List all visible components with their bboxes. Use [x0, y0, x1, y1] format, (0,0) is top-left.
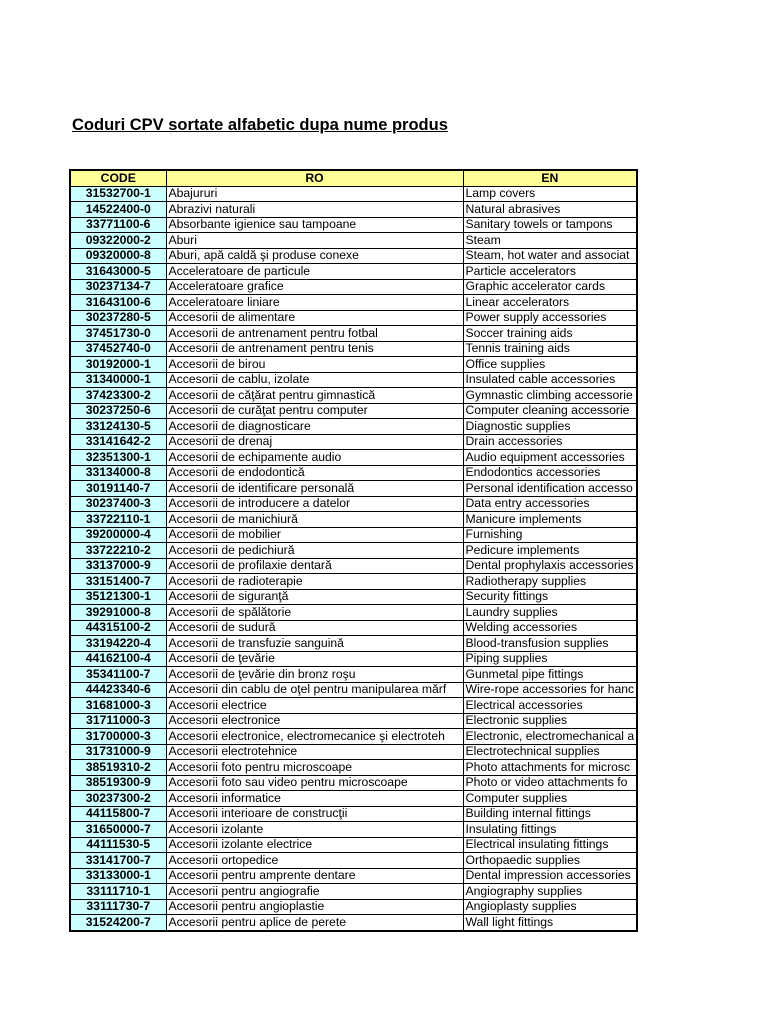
- table-row: [70, 837, 637, 853]
- english-name-text: Tennis training aids: [465, 341, 570, 356]
- english-name-cell: [463, 450, 637, 466]
- cpv-code-cell: 39291000-8: [70, 605, 166, 621]
- cpv-code-cell: 33134000-8: [70, 465, 166, 481]
- english-name-text: Building internal fittings: [465, 806, 591, 821]
- romanian-name-cell: Abrazivi naturali: [166, 202, 463, 218]
- romanian-name-cell: Accesorii de spălătorie: [166, 605, 463, 621]
- table-row: [70, 744, 637, 760]
- english-name-cell: [463, 295, 637, 311]
- cpv-code-cell: 30191140-7: [70, 481, 166, 497]
- table-row: [70, 279, 637, 295]
- english-name-text: Orthopaedic supplies: [465, 852, 580, 867]
- cpv-code-cell: 31532700-1: [70, 186, 166, 202]
- cpv-code-cell: 30237400-3: [70, 496, 166, 512]
- cpv-code-cell: 38519310-2: [70, 760, 166, 776]
- english-name-cell: [463, 899, 637, 915]
- english-name-text: Particle accelerators: [465, 263, 576, 278]
- english-name-text: Steam: [465, 232, 501, 247]
- english-name-text: Piping supplies: [465, 651, 548, 666]
- table-row: [70, 682, 637, 698]
- cpv-code-cell: 33124130-5: [70, 419, 166, 435]
- english-name-text: Dental impression accessories: [465, 868, 631, 883]
- cpv-code-cell: 31643100-6: [70, 295, 166, 311]
- romanian-name-cell: Acceleratoare de particule: [166, 264, 463, 280]
- english-name-text: Insulated cable accessories: [465, 372, 616, 387]
- english-name-cell: [463, 729, 637, 745]
- romanian-name-cell: Accesorii de antrenament pentru tenis: [166, 341, 463, 357]
- romanian-name-cell: Accesorii informatice: [166, 791, 463, 807]
- english-name-cell: [463, 791, 637, 807]
- english-name-text: Graphic accelerator cards: [465, 279, 606, 294]
- cpv-code-cell: 44111530-5: [70, 837, 166, 853]
- romanian-name-cell: Accesorii izolante: [166, 822, 463, 838]
- table-row: [70, 248, 637, 264]
- cpv-code-cell: 30237280-5: [70, 310, 166, 326]
- english-name-text: Audio equipment accessories: [465, 449, 625, 464]
- romanian-name-cell: Accesorii pentru angiografie: [166, 884, 463, 900]
- english-name-cell: [463, 388, 637, 404]
- cpv-code-cell: 31700000-3: [70, 729, 166, 745]
- romanian-name-cell: Accesorii de pedichiură: [166, 543, 463, 559]
- cpv-code-cell: 31340000-1: [70, 372, 166, 388]
- romanian-name-cell: Accesorii de ţevărie din bronz roşu: [166, 667, 463, 683]
- romanian-name-cell: Accesorii din cablu de oţel pentru manipularea mărf: [166, 682, 463, 698]
- english-name-cell: [463, 202, 637, 218]
- english-name-cell: [463, 651, 637, 667]
- table-row: [70, 543, 637, 559]
- cpv-code-cell: 33111730-7: [70, 899, 166, 915]
- cpv-code-cell: 37452740-0: [70, 341, 166, 357]
- cpv-code-cell: 33111710-1: [70, 884, 166, 900]
- cpv-code-cell: 33137000-9: [70, 558, 166, 574]
- table-row: [70, 481, 637, 497]
- table-row: [70, 295, 637, 311]
- table-row: [70, 822, 637, 838]
- cpv-code-cell: 33141642-2: [70, 434, 166, 450]
- table-row: [70, 326, 637, 342]
- english-name-text: Power supply accessories: [465, 310, 607, 325]
- table-row: [70, 217, 637, 233]
- english-name-text: Lamp covers: [465, 186, 536, 201]
- english-name-text: Security fittings: [465, 589, 549, 604]
- english-name-text: Electronic, electromechanical a: [465, 728, 635, 743]
- en-column-header: EN: [463, 170, 637, 186]
- table-row: [70, 233, 637, 249]
- cpv-code-cell: 09320000-8: [70, 248, 166, 264]
- english-name-cell: [463, 264, 637, 280]
- table-row: [70, 806, 637, 822]
- cpv-code-cell: 33722110-1: [70, 512, 166, 528]
- english-name-text: Wire-rope accessories for hanc: [465, 682, 635, 697]
- cpv-code-cell: 31711000-3: [70, 713, 166, 729]
- table-row: [70, 713, 637, 729]
- english-name-text: Electrical accessories: [465, 697, 583, 712]
- cpv-code-cell: 31731000-9: [70, 744, 166, 760]
- cpv-code-cell: 33771100-6: [70, 217, 166, 233]
- table-row: [70, 791, 637, 807]
- romanian-name-cell: Accesorii de siguranţă: [166, 589, 463, 605]
- romanian-name-cell: Accesorii de transfuzie sanguină: [166, 636, 463, 652]
- romanian-name-cell: Accesorii de radioterapie: [166, 574, 463, 590]
- english-name-text: Manicure implements: [465, 511, 582, 526]
- table-row: [70, 372, 637, 388]
- romanian-name-cell: Accesorii pentru amprente dentare: [166, 868, 463, 884]
- romanian-name-cell: Accesorii pentru angioplastie: [166, 899, 463, 915]
- romanian-name-cell: Accesorii de echipamente audio: [166, 450, 463, 466]
- table-row: [70, 264, 637, 280]
- english-name-text: Office supplies: [465, 356, 546, 371]
- english-name-cell: [463, 605, 637, 621]
- english-name-cell: [463, 868, 637, 884]
- english-name-text: Natural abrasives: [465, 201, 561, 216]
- romanian-name-cell: Abajururi: [166, 186, 463, 202]
- english-name-cell: [463, 682, 637, 698]
- english-name-text: Angioplasty supplies: [465, 899, 577, 914]
- english-name-cell: [463, 884, 637, 900]
- table-row: [70, 899, 637, 915]
- english-name-text: Linear accelerators: [465, 294, 570, 309]
- table-row: [70, 729, 637, 745]
- english-name-cell: [463, 186, 637, 202]
- ro-column-header: RO: [166, 170, 463, 186]
- english-name-cell: [463, 744, 637, 760]
- romanian-name-cell: Accesorii de cablu, izolate: [166, 372, 463, 388]
- english-name-cell: [463, 636, 637, 652]
- romanian-name-cell: Accesorii electrice: [166, 698, 463, 714]
- table-row: [70, 868, 637, 884]
- english-name-text: Welding accessories: [465, 620, 578, 635]
- table-row: [70, 202, 637, 218]
- english-name-text: Personal identification accesso: [465, 480, 633, 495]
- romanian-name-cell: Accesorii de endodontică: [166, 465, 463, 481]
- romanian-name-cell: Accesorii de ţevărie: [166, 651, 463, 667]
- romanian-name-cell: Accesorii de identificare personală: [166, 481, 463, 497]
- romanian-name-cell: Accesorii electrotehnice: [166, 744, 463, 760]
- romanian-name-cell: Absorbante igienice sau tampoane: [166, 217, 463, 233]
- cpv-code-cell: 44423340-6: [70, 682, 166, 698]
- cpv-code-cell: 30192000-1: [70, 357, 166, 373]
- table-row: [70, 341, 637, 357]
- romanian-name-cell: Aburi: [166, 233, 463, 249]
- english-name-cell: [463, 434, 637, 450]
- english-name-cell: [463, 217, 637, 233]
- romanian-name-cell: Accesorii de profilaxie dentară: [166, 558, 463, 574]
- cpv-code-cell: 14522400-0: [70, 202, 166, 218]
- english-name-text: Angiography supplies: [465, 883, 583, 898]
- romanian-name-cell: Accesorii electronice: [166, 713, 463, 729]
- code-column-header: CODE: [70, 170, 166, 186]
- cpv-code-cell: 33133000-1: [70, 868, 166, 884]
- cpv-code-cell: 37451730-0: [70, 326, 166, 342]
- romanian-name-cell: Accesorii de alimentare: [166, 310, 463, 326]
- english-name-cell: [463, 698, 637, 714]
- english-name-text: Soccer training aids: [465, 325, 573, 340]
- cpv-code-cell: 33141700-7: [70, 853, 166, 869]
- english-name-text: Computer cleaning accessorie: [465, 403, 630, 418]
- cpv-code-cell: 44315100-2: [70, 620, 166, 636]
- english-name-cell: [463, 527, 637, 543]
- table-row: [70, 853, 637, 869]
- cpv-code-cell: 44162100-4: [70, 651, 166, 667]
- english-name-cell: [463, 233, 637, 249]
- english-name-cell: [463, 248, 637, 264]
- cpv-code-cell: 32351300-1: [70, 450, 166, 466]
- english-name-cell: [463, 465, 637, 481]
- english-name-cell: [463, 403, 637, 419]
- english-name-cell: [463, 853, 637, 869]
- romanian-name-cell: Accesorii izolante electrice: [166, 837, 463, 853]
- table-row: [70, 434, 637, 450]
- english-name-cell: [463, 915, 637, 931]
- english-name-text: Pedicure implements: [465, 542, 580, 557]
- english-name-cell: [463, 543, 637, 559]
- english-name-text: Gymnastic climbing accessorie: [465, 387, 633, 402]
- table-row: [70, 419, 637, 435]
- english-name-text: Photo attachments for microsc: [465, 759, 631, 774]
- english-name-cell: [463, 620, 637, 636]
- cpv-code-cell: 35121300-1: [70, 589, 166, 605]
- table-row: [70, 574, 637, 590]
- english-name-cell: [463, 713, 637, 729]
- english-name-text: Endodontics accessories: [465, 465, 601, 480]
- romanian-name-cell: Accesorii pentru aplice de perete: [166, 915, 463, 931]
- romanian-name-cell: Aburi, apă caldă şi produse conexe: [166, 248, 463, 264]
- table-row: [70, 310, 637, 326]
- romanian-name-cell: Accesorii interioare de construcţii: [166, 806, 463, 822]
- english-name-cell: [463, 837, 637, 853]
- table-row: [70, 775, 637, 791]
- romanian-name-cell: Accesorii de manichiură: [166, 512, 463, 528]
- romanian-name-cell: Accesorii de antrenament pentru fotbal: [166, 326, 463, 342]
- table-row: [70, 884, 637, 900]
- english-name-text: Electrotechnical supplies: [465, 744, 600, 759]
- table-row: [70, 667, 637, 683]
- english-name-cell: [463, 326, 637, 342]
- romanian-name-cell: Accesorii ortopedice: [166, 853, 463, 869]
- cpv-code-cell: 44115800-7: [70, 806, 166, 822]
- table-row: [70, 527, 637, 543]
- table-row: [70, 620, 637, 636]
- english-name-cell: [463, 589, 637, 605]
- table-row: [70, 403, 637, 419]
- table-row: [70, 589, 637, 605]
- english-name-text: Insulating fittings: [465, 821, 557, 836]
- cpv-code-cell: 31643000-5: [70, 264, 166, 280]
- english-name-text: Gunmetal pipe fittings: [465, 666, 584, 681]
- table-row: [70, 186, 637, 202]
- cpv-code-cell: 09322000-2: [70, 233, 166, 249]
- english-name-text: Sanitary towels or tampons: [465, 217, 613, 232]
- cpv-codes-table: [69, 169, 638, 932]
- table-header-row: [70, 170, 637, 186]
- cpv-code-cell: 30237300-2: [70, 791, 166, 807]
- english-name-cell: [463, 341, 637, 357]
- romanian-name-cell: Accesorii foto sau video pentru microscoape: [166, 775, 463, 791]
- table-row: [70, 450, 637, 466]
- table-row: [70, 465, 637, 481]
- table-row: [70, 651, 637, 667]
- english-name-text: Diagnostic supplies: [465, 418, 571, 433]
- romanian-name-cell: Acceleratoare grafice: [166, 279, 463, 295]
- romanian-name-cell: Accesorii de mobilier: [166, 527, 463, 543]
- romanian-name-cell: Accesorii foto pentru microscoape: [166, 760, 463, 776]
- cpv-code-cell: 31650000-7: [70, 822, 166, 838]
- english-name-text: Wall light fittings: [465, 914, 554, 929]
- romanian-name-cell: Accesorii de sudură: [166, 620, 463, 636]
- cpv-code-cell: 39200000-4: [70, 527, 166, 543]
- cpv-code-cell: 33722210-2: [70, 543, 166, 559]
- english-name-text: Furnishing: [465, 527, 523, 542]
- table-row: [70, 558, 637, 574]
- table-row: [70, 512, 637, 528]
- english-name-cell: [463, 357, 637, 373]
- table-row: [70, 496, 637, 512]
- english-name-cell: [463, 574, 637, 590]
- english-name-text: Laundry supplies: [465, 604, 558, 619]
- table-row: [70, 698, 637, 714]
- table-row: [70, 915, 637, 931]
- english-name-text: Photo or video attachments fo: [465, 775, 628, 790]
- cpv-code-cell: 33194220-4: [70, 636, 166, 652]
- english-name-cell: [463, 512, 637, 528]
- english-name-cell: [463, 760, 637, 776]
- cpv-code-cell: 35341100-7: [70, 667, 166, 683]
- cpv-code-cell: 38519300-9: [70, 775, 166, 791]
- cpv-code-cell: 30237134-7: [70, 279, 166, 295]
- english-name-cell: [463, 419, 637, 435]
- english-name-cell: [463, 310, 637, 326]
- english-name-cell: [463, 279, 637, 295]
- english-name-cell: [463, 372, 637, 388]
- english-name-text: Computer supplies: [465, 790, 568, 805]
- english-name-text: Drain accessories: [465, 434, 563, 449]
- english-name-cell: [463, 558, 637, 574]
- english-name-cell: [463, 806, 637, 822]
- cpv-code-cell: 37423300-2: [70, 388, 166, 404]
- english-name-cell: [463, 481, 637, 497]
- table-row: [70, 636, 637, 652]
- romanian-name-cell: Accesorii de birou: [166, 357, 463, 373]
- english-name-text: Blood-transfusion supplies: [465, 635, 609, 650]
- document-title: Coduri CPV sortate alfabetic dupa nume produs: [72, 116, 448, 134]
- english-name-text: Electrical insulating fittings: [465, 837, 609, 852]
- english-name-cell: [463, 496, 637, 512]
- table-row: [70, 605, 637, 621]
- cpv-code-cell: 30237250-6: [70, 403, 166, 419]
- table-row: [70, 357, 637, 373]
- cpv-code-cell: 31681000-3: [70, 698, 166, 714]
- english-name-cell: [463, 667, 637, 683]
- english-name-cell: [463, 822, 637, 838]
- cpv-code-cell: 31524200-7: [70, 915, 166, 931]
- table-body: [70, 186, 637, 931]
- romanian-name-cell: Accesorii electronice, electromecanice şi electroteh: [166, 729, 463, 745]
- table-row: [70, 388, 637, 404]
- romanian-name-cell: Accesorii de căţărat pentru gimnastică: [166, 388, 463, 404]
- romanian-name-cell: Accesorii de curăţat pentru computer: [166, 403, 463, 419]
- english-name-text: Radiotherapy supplies: [465, 573, 587, 588]
- romanian-name-cell: Accesorii de drenaj: [166, 434, 463, 450]
- romanian-name-cell: Acceleratoare liniare: [166, 295, 463, 311]
- english-name-text: Dental prophylaxis accessories: [465, 558, 634, 573]
- english-name-text: Data entry accessories: [465, 496, 590, 511]
- romanian-name-cell: Accesorii de introducere a datelor: [166, 496, 463, 512]
- english-name-text: Electronic supplies: [465, 713, 568, 728]
- english-name-text: Steam, hot water and associat: [465, 248, 630, 263]
- table-row: [70, 760, 637, 776]
- english-name-cell: [463, 775, 637, 791]
- romanian-name-cell: Accesorii de diagnosticare: [166, 419, 463, 435]
- cpv-code-cell: 33151400-7: [70, 574, 166, 590]
